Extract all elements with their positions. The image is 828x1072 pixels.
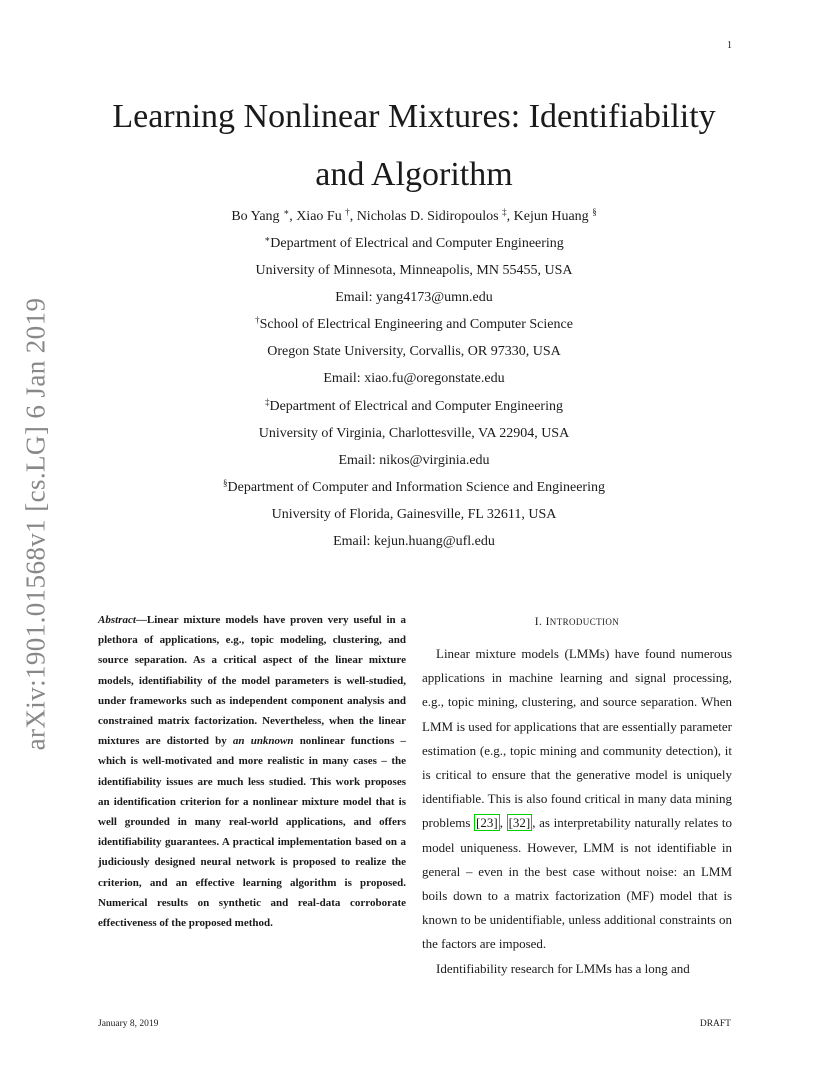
- affiliation-email[interactable]: Email: xiao.fu@oregonstate.edu: [323, 371, 505, 387]
- arxiv-identifier-stamp[interactable]: arXiv:1901.01568v1 [cs.LG] 6 Jan 2019: [20, 297, 51, 751]
- affiliation-mark: †: [255, 315, 260, 326]
- affiliations-block: [0, 230, 828, 555]
- department-name: Department of Computer and Information Science and Engineering: [227, 479, 605, 495]
- author-name: Xiao Fu: [296, 209, 342, 224]
- affiliation-university: University of Minnesota, Minneapolis, MN 55455, USA: [255, 263, 573, 279]
- author-name: Bo Yang: [231, 209, 280, 224]
- affiliation-mark: §: [592, 207, 597, 217]
- paper-title: [0, 88, 828, 204]
- page-number: 1: [727, 40, 732, 51]
- affiliation-university: University of Virginia, Charlottesville, VA 22904, USA: [258, 425, 570, 441]
- affiliation-email[interactable]: Email: yang4173@umn.edu: [335, 290, 493, 306]
- author-name: Nicholas D. Sidiropoulos: [356, 209, 499, 224]
- paragraph-text: Linear mixture models (LMMs) have found numerous applications in machine learning and signal processing, e.g., topic mining, clustering, and source separation. When LMM is used for applications that are essentially parameter estimation (e.g., topic mining and community detection), it is critical to ensure that the generative model is uniquely identifiable. This is also found critical in many data mining problems: [422, 646, 732, 831]
- affiliation-mark: ‡: [264, 396, 270, 407]
- affiliation-mark: §: [223, 477, 228, 488]
- author-name: Kejun Huang: [513, 209, 589, 224]
- abstract-label: Abstract: [98, 614, 136, 626]
- footer-draft-label: DRAFT: [699, 1019, 731, 1029]
- affiliation-department: [0, 311, 828, 338]
- affiliation-mark: ∗: [264, 234, 271, 244]
- title-line-2: and Algorithm: [315, 156, 513, 193]
- abstract-text: —Linear mixture models have proven very useful in a plethora of applications, e.g., topic modeling, clustering, and source separation. As a critical aspect of the linear mixture models, identifiability of the model parameters is well-studied, under frameworks such as independent component analysis and constrained matrix factorization. Nevertheless, when the linear mixtures are distorted by: [98, 614, 406, 748]
- affiliation-mark: ∗: [283, 207, 290, 217]
- affiliation-university: Oregon State University, Corvallis, OR 97330, USA: [267, 344, 561, 360]
- title-line-1: Learning Nonlinear Mixtures: Identifiability: [112, 98, 716, 135]
- abstract-emphasis: an unknown: [232, 735, 294, 748]
- affiliation-email[interactable]: Email: nikos@virginia.edu: [338, 452, 490, 468]
- author-list: Bo Yang ∗, Xiao Fu †, Nicholas D. Sidiropoulos ‡, Kejun Huang §: [231, 207, 597, 224]
- affiliation-department: [0, 474, 828, 501]
- affiliation-email[interactable]: Email: kejun.huang@ufl.edu: [333, 534, 495, 550]
- citation-link[interactable]: [23]: [476, 815, 498, 831]
- affiliation-department: [0, 393, 828, 420]
- affiliation-mark: ‡: [502, 207, 507, 217]
- department-name: Department of Electrical and Computer Engineering: [270, 236, 564, 251]
- affiliation-university: University of Florida, Gainesville, FL 32611, USA: [271, 506, 557, 522]
- intro-paragraph: Identifiability research for LMMs has a long and: [436, 960, 690, 976]
- section-heading: [422, 610, 732, 634]
- department-name: School of Electrical Engineering and Computer Science: [259, 317, 573, 333]
- paragraph-text: ,: [499, 815, 507, 831]
- affiliation-mark: †: [345, 207, 350, 217]
- introduction-section: [422, 610, 732, 981]
- section-number: I.: [534, 616, 546, 628]
- section-title-initial: I: [545, 616, 550, 628]
- paragraph-text: , as interpretability naturally relates to model uniqueness. However, LMM is not identifiable in general – even in the best case without noise: an LMM boils down to a matrix factorization (MF) model that is known to be unidentifiable, unless additional constraints on the factors are imposed.: [422, 815, 733, 952]
- citation-link[interactable]: [32]: [508, 815, 531, 831]
- footer-date: January 8, 2019: [98, 1019, 159, 1029]
- intro-paragraph: [422, 642, 732, 957]
- abstract: [98, 610, 406, 933]
- abstract-text: nonlinear functions – which is well-motivated and more realistic in many cases – the identifiability issues are much less studied. This work proposes an identification criterion for a nonlinear mixture model that is well grounded in many real-world applications, and offers identifiability guarantees. A practical implementation based on a judiciously designed neural network is proposed to realize the criterion, and an effective learning algorithm is proposed. Numerical results on synthetic and real-data corroborate effectiveness of the proposed method.: [98, 735, 406, 930]
- affiliation-department: [0, 230, 828, 257]
- section-title-smallcaps: NTRODUCTION: [549, 617, 620, 627]
- department-name: Department of Electrical and Computer Engineering: [269, 398, 563, 414]
